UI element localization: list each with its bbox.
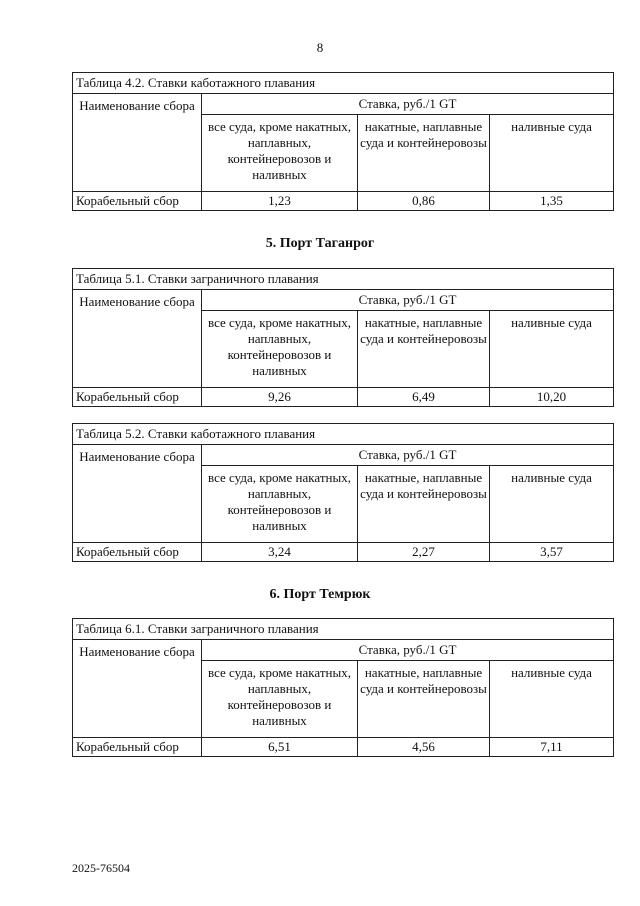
rate-header: Ставка, руб./1 GT bbox=[202, 290, 614, 311]
table-4-2 bbox=[72, 72, 614, 211]
col-header-tankers: наливные суда bbox=[490, 115, 614, 192]
page-number: 8 bbox=[316, 40, 324, 55]
table-5-2 bbox=[72, 423, 614, 562]
col-header-general: все суда, кроме накатных, наплавных, контейнеровозов и наливных bbox=[202, 115, 358, 192]
name-header: Наименование сбора bbox=[73, 290, 202, 388]
value-tankers: 10,20 bbox=[490, 388, 614, 407]
name-header: Наименование сбора bbox=[73, 94, 202, 192]
col-header-roro: накатные, наплавные суда и контейнеровозы bbox=[358, 311, 490, 388]
value-roro: 4,56 bbox=[358, 738, 490, 757]
value-roro: 2,27 bbox=[358, 543, 490, 562]
value-general: 6,51 bbox=[202, 738, 358, 757]
row-label: Корабельный сбор bbox=[73, 388, 202, 407]
row-label: Корабельный сбор bbox=[73, 738, 202, 757]
value-general: 1,23 bbox=[202, 192, 358, 211]
table-row bbox=[73, 738, 614, 757]
row-label: Корабельный сбор bbox=[73, 192, 202, 211]
col-header-tankers: наливные суда bbox=[490, 311, 614, 388]
value-general: 3,24 bbox=[202, 543, 358, 562]
col-header-roro: накатные, наплавные суда и контейнеровозы bbox=[358, 466, 490, 543]
table-caption: Таблица 4.2. Ставки каботажного плавания bbox=[73, 73, 614, 94]
col-header-general: все суда, кроме накатных, наплавных, контейнеровозов и наливных bbox=[202, 661, 358, 738]
col-header-general: все суда, кроме накатных, наплавных, контейнеровозов и наливных bbox=[202, 311, 358, 388]
value-general: 9,26 bbox=[202, 388, 358, 407]
value-tankers: 3,57 bbox=[490, 543, 614, 562]
table-5-1 bbox=[72, 268, 614, 407]
col-header-general: все суда, кроме накатных, наплавных, контейнеровозов и наливных bbox=[202, 466, 358, 543]
document-code: 2025-76504 bbox=[72, 861, 130, 875]
table-caption: Таблица 6.1. Ставки заграничного плавания bbox=[73, 619, 614, 640]
value-tankers: 1,35 bbox=[490, 192, 614, 211]
name-header: Наименование сбора bbox=[73, 640, 202, 738]
table-row bbox=[73, 543, 614, 562]
value-tankers: 7,11 bbox=[490, 738, 614, 757]
col-header-roro: накатные, наплавные суда и контейнеровозы bbox=[358, 115, 490, 192]
table-caption: Таблица 5.1. Ставки заграничного плавания bbox=[73, 269, 614, 290]
section-heading-6: 6. Порт Темрюк bbox=[269, 587, 371, 602]
section-heading-5: 5. Порт Таганрог bbox=[265, 236, 375, 251]
rate-header: Ставка, руб./1 GT bbox=[202, 445, 614, 466]
col-header-tankers: наливные суда bbox=[490, 466, 614, 543]
rate-header: Ставка, руб./1 GT bbox=[202, 94, 614, 115]
col-header-roro: накатные, наплавные суда и контейнеровозы bbox=[358, 661, 490, 738]
value-roro: 6,49 bbox=[358, 388, 490, 407]
row-label: Корабельный сбор bbox=[73, 543, 202, 562]
value-roro: 0,86 bbox=[358, 192, 490, 211]
table-row bbox=[73, 388, 614, 407]
name-header: Наименование сбора bbox=[73, 445, 202, 543]
table-6-1 bbox=[72, 618, 614, 757]
table-caption: Таблица 5.2. Ставки каботажного плавания bbox=[73, 424, 614, 445]
table-row bbox=[73, 192, 614, 211]
rate-header: Ставка, руб./1 GT bbox=[202, 640, 614, 661]
col-header-tankers: наливные суда bbox=[490, 661, 614, 738]
